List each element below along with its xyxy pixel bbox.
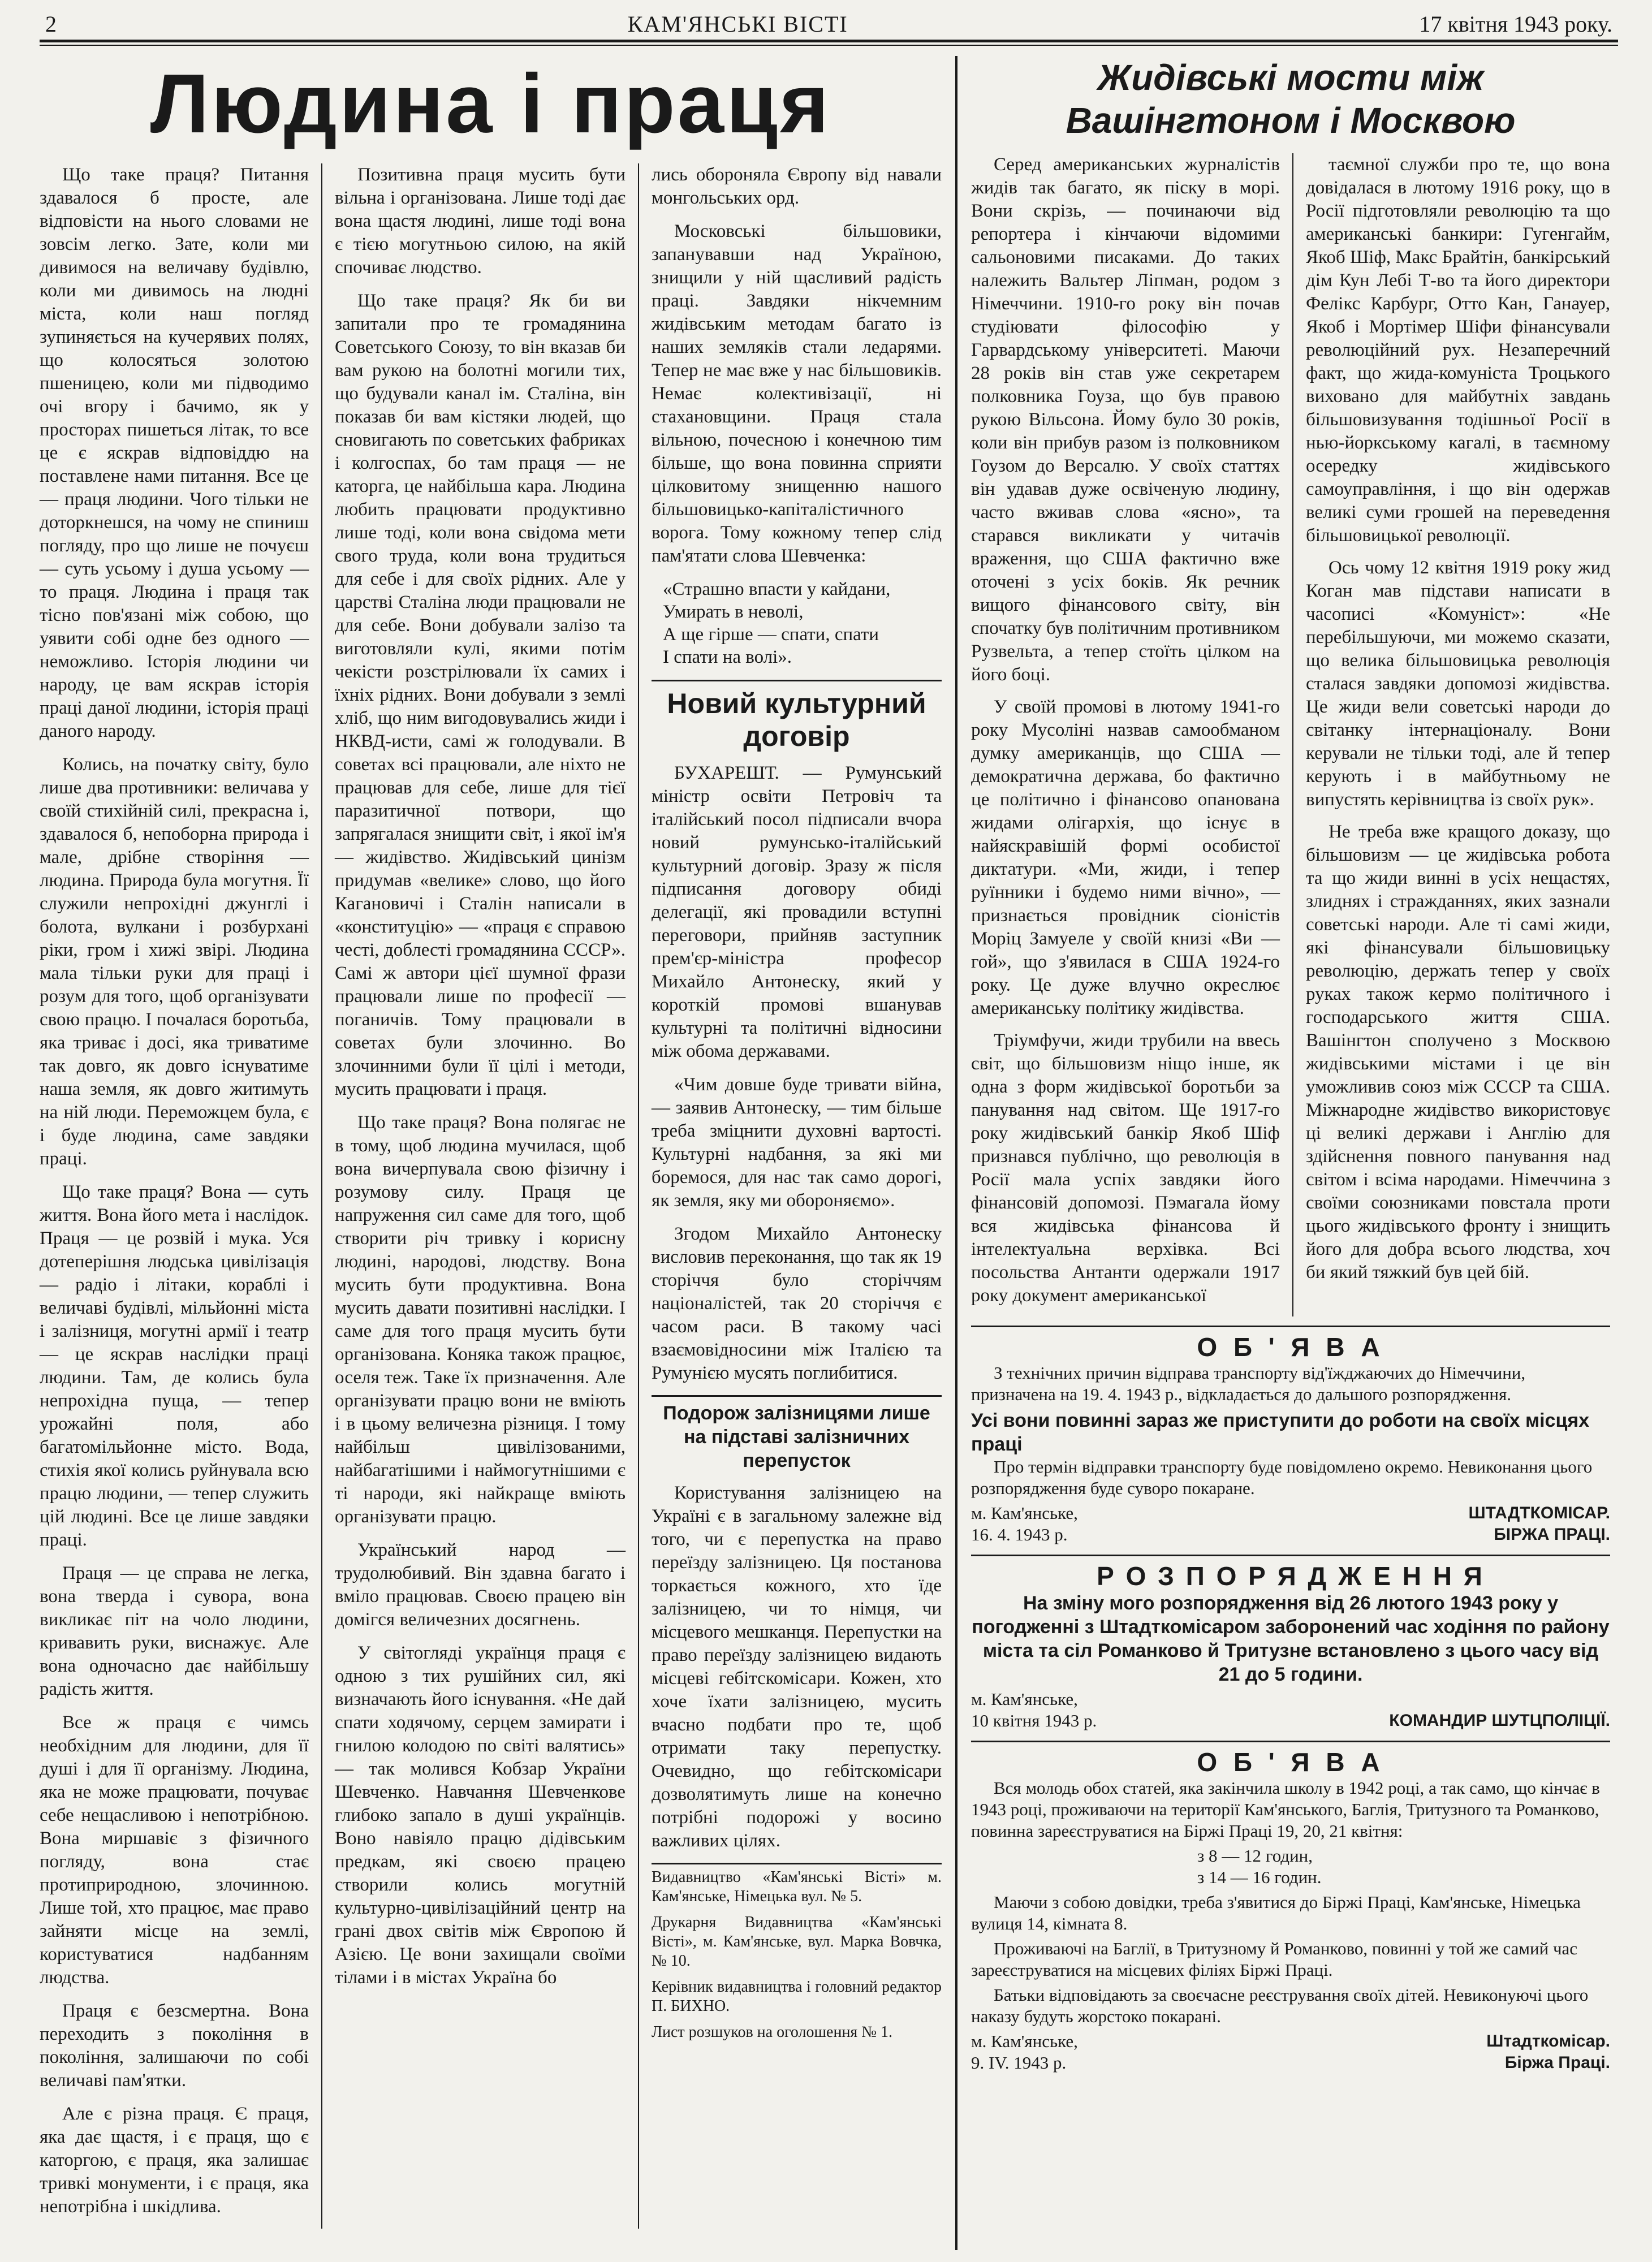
news1-title: Новий культурний договір [667, 688, 926, 752]
paper-name: КАМ'ЯНСЬКІ ВІСТІ [627, 11, 848, 37]
divider [652, 1395, 942, 1397]
paragraph: Але є різна праця. Є праця, яка дає щастя, і є праця, що є каторгою, є праця, яка залишає тривкі монументи, і є праця, яка непотрібна і шкідлива. [40, 2104, 309, 2217]
divider [971, 1326, 1610, 1327]
notice-bold-text: Усі вони повинні зараз же приступити до роботи на своїх місцях праці [971, 1410, 1590, 1455]
signer: Штадткомісар. [1486, 2032, 1610, 2051]
paragraph: Що таке праця? Питання здавалося б просте, але відповісти на нього словами не зовсім легко. Зате, коли ми дивимося на величаву будівлю, коли ми дивимось на людні міста, коли наш погляд зупиняється на кучерявих полях, що колосяться золотою пшеницею, коли ми підводимо очі вгору і бачимо, як у просторах пишеться літак, то все це є яскрав відповіддю на поставлене нами питання. Все це — праця людини. Чого тільки не доторкнешся, на чому не спиниш погляду, про що лише не почуєш — суть усьому і душа усьому — то праця. Людина і праця так тісно пов'язані між собою, що уявити собі одне без одного — неможливо. Історія людини чи народу, це вам яскрав історія праці даної людини, історія праці даного народу. [40, 165, 309, 741]
notice-bold-text: На зміну мого розпорядження від 26 лютого 1943 року у погодженні з Штадткомісаром заборонений час ходіння по району міста та сіл Романково й Тритузне встановлено з цього часу від 21 до 5 години. [972, 1592, 1610, 1685]
masthead [40, 7, 1618, 42]
right-article-col2 [1293, 153, 1610, 1316]
main-article-title: Людина і праця [150, 57, 831, 150]
issue-date: 17 квітня 1943 року. [1419, 11, 1612, 37]
right-section [971, 56, 1610, 2250]
divider [652, 680, 942, 681]
news2-title: Подорож залізницями лише на підставі залізничних перепусток [663, 1402, 930, 1471]
signer: Біржа Праці. [1504, 2053, 1610, 2072]
notice-place-date [971, 2031, 1078, 2074]
paragraph: лись обороняла Європу від навали монгольських орд. [652, 165, 942, 208]
notice-signature [971, 1689, 1610, 1732]
imprint-printer: Друкарня Видавництва «Кам'янські Вісті», м. Кам'янське, вул. Марка Вовчка, № 10. [652, 1914, 942, 1970]
notice-signature [971, 1503, 1610, 1546]
paragraph: «Чим довше буде тривати війна, — заявив Антонеску, — тим більше треба зміцнити духовні вартості. Культурні надбання, за які ми боремося, для нас так само дорогі, як земля, яку ми обороняємо». [652, 1074, 942, 1211]
notice-place: м. Кам'янське, [971, 1503, 1078, 1523]
notice-signers [1486, 2031, 1610, 2074]
right-article-title: Жидівські мости між Вашінгтоном і Москвою [1066, 57, 1516, 141]
notice-date: 9. IV. 1943 р. [971, 2053, 1067, 2073]
notice-text: Батьки відповідають за своєчасне реєстрування своїх дітей. Невиконуючі цього наказу будуть жорстоко покарані. [971, 1985, 1589, 2026]
notice-date: 16. 4. 1943 р. [971, 1525, 1068, 1544]
left-section [40, 56, 942, 2250]
notice-text: Проживаючі на Баглії, в Тритузному й Романково, повинні у той же самий час зареєструватися на місцевих філіях Біржі Праці. [971, 1939, 1578, 1980]
paragraph: Що таке праця? Вона — суть життя. Вона його мета і наслідок. Праця — це розвій і мука. Уся дотеперішня людська цивілізація — радіо і літаки, кораблі і величаві будівлі, мільйонні міста і залізниця, могутні армії і театр — це яскрав наслідки праці людини. Там, де колись була непрохідна пуща, — тепер урожайні поля, або багатомільйонне місто. Вода, стихія якої колись руйнувала всю працю людини, — тепер служить цій людині. Все це лише завдяки праці. [40, 1182, 309, 1550]
signer: КОМАНДИР ШУТЦПОЛІЦІЇ. [1389, 1711, 1610, 1730]
notice-youth-registration [971, 1747, 1610, 2074]
main-article-col3 [639, 163, 942, 2229]
notice-text: Про термін відправки транспорту буде повідомлено окремо. Невиконання цього розпорядження буде суворо покаране. [971, 1457, 1593, 1498]
paragraph: Український народ — трудолюбивий. Він здавна багато і вміло працював. Своєю працею він домігся величезних досягнень. [335, 1540, 626, 1630]
divider [971, 1741, 1610, 1742]
imprint-publisher: Видавництво «Кам'янські Вісті» м. Кам'янське, Німецька вул. № 5. [652, 1868, 942, 1905]
poem-line: І спати на волі». [663, 647, 792, 667]
poem-line: Умирать в неволі, [663, 602, 804, 622]
paragraph: Все ж праця є чимсь необхідним для людини, для її душі і для її організму. Людина, яка не може працювати, почуває себе нещасливою і непотрібною. Вона миршавіє з фізичного погляду, вона стає протиприродною, злочинною. Лише той, хто працює, має право зайняти місце на землі, користуватися надбанням людства. [40, 1712, 309, 1988]
paragraph: Що таке праця? Вона полягає не в тому, щоб людина мучилася, щоб вона вичерпувала свою фізичну і розумову силу. Праця це напруження сил саме для того, щоб створити річ тривку і корисну людині, народові, людству. Вона мусить бути продуктивна. Вона мусить давати позитивні наслідки. І саме для того праця мусить бути організована. Коняка також працює, оселя теж. Таке їх призначення. Але організувати працю вони не вміють і в цьому величезна різниця. І тому найбільш цивілізованими, найбагатішими і наймогутнішими є ті народи, які найкраще вміють організувати працю. [335, 1112, 626, 1527]
notice-heading: О Б ' Я В А [1197, 1747, 1384, 1777]
notice-transport [971, 1332, 1610, 1546]
paragraph: Праця є безсмертна. Вона переходить з покоління в покоління, залишаючи по собі величаві пам'ятки. [40, 2001, 309, 2091]
paragraph: БУХАРЕШТ. — Румунський міністр освіти Петровіч та італійський посол підписали вчора новий румунсько-італійський культурний договір. Зразу ж після підписання договору обиді делегації, які провадили вступні переговори, прийняв заступник прем'єр-міністра професор Михайло Антонеску, який у короткій промові вшанував культурні та політичні відносини між обома державами. [652, 763, 942, 1061]
divider [971, 1555, 1610, 1556]
main-article-col1 [40, 163, 322, 2229]
imprint-list: Лист розшуков на оголошення № 1. [652, 2023, 893, 2041]
page-number: 2 [45, 11, 57, 37]
paragraph: Колись, на початку світу, було лише два противники: величава у своїй стихійній силі, прекрасна і, здавалося б, непоборна природа і мале, дрібне створіння — людина. Природа була могутня. Її служили непрохідні джунглі і болота, вулкани і розбурхані ріки, гром і хижі звірі. Людина мала тільки руки для праці і розум для того, щоб організувати свою працю. І почалася боротьба, яка триває і досі, яка триватиме так довго, як довго існуватиме наша земля, як довго житимуть на ній люди. Переможцем була, є і буде людина, саме завдяки праці. [40, 754, 309, 1169]
paragraph: таємної служби про те, що вона довідалася в лютому 1916 року, що в Росії підготовляли революцію та що американські банкири: Гугенгайм, Якоб Шіф, Макс Брайтін, банкірський дім Кун Лебі Т-во та його директори Фелікс Карбург, Отто Кан, Ганауер, Якоб і Мортімер Шіфи фінансували революційний рух. Незаперечний факт, що жида-комуніста Троцького виховано для майбутніх завдань більшовизування тодішньої Росії в нью-йоркському кагалі, в таємному осередку жидівського самоуправління, і що він одержав великі суми грошей на переведення більшовицької революції. [1306, 154, 1610, 546]
poem-line: «Страшно впасти у кайдани, [663, 579, 891, 599]
notice-text: Маючи з собою довідки, треба з'явитися до Біржі Праці, Кам'янське, Німецька вулиця 14, кімната 8. [971, 1892, 1581, 1933]
notice-place: м. Кам'янське, [971, 1689, 1078, 1709]
paragraph: Що таке праця? Як би ви запитали про те громадянина Советського Союзу, то він вказав би вам рукою на болотні могили тих, що будували канал ім. Сталіна, він показав би вам кістяки людей, що сновигають по советських фабриках і колгоспах, бо там праця — не каторга, це найбільша кара. Людина любить працювати продуктивно лише тоді, коли вона свідома мети свого труда, коли вона трудиться для себе і для своїх рідних. Але у царстві Сталіна люди працювали не для себе. Вони добували залізо та виготовляли кулі, якими потім чекісти розстрілювали їх самих і їхніх рідних. Вони добували з землі хліб, що ним вигодовувались жиди і НКВД-исти, самі ж голодували. В советах всі працювали, але ніхто не працював для себе, лише для тієї паразитичної потвори, що запрягалася знищити світ, і якої ім'я — жидівство. Жидівський цинізм придумав «велике» слово, що його Кагановичі і Сталін написали в «конституцію» — «праця є справою честі, доблесті громадянина СССР». Самі ж автори цієї шумної фрази працювали лише по професії — поганичів. Тому працювали в советах були злочинно. Во злочинними були її цілі і методи, мусить працювати і праця. [335, 291, 626, 1099]
notice-place-date [971, 1689, 1097, 1732]
paragraph: Згодом Михайло Антонеску висловив переконання, що так як 19 сторіччя було сторіччям націоналістей, так 20 сторіччя є часом раси. В такому часі взаємовідносини між Італією та Румунією мусять поглибитися. [652, 1224, 942, 1383]
notice-curfew [971, 1561, 1610, 1732]
poem-line: А ще гірше — спати, спати [663, 624, 879, 645]
paragraph: Праця — це справа не легка, вона тверда і сувора, вона викликає піт на чоло людини, кривавить руки, виснажує. Але вона одночасно дає найбільшу радість життя. [40, 1563, 309, 1699]
notice-date: 10 квітня 1943 р. [971, 1711, 1097, 1730]
masthead-rule [40, 45, 1618, 46]
paragraph: Не треба вже кращого доказу, що більшовизм — це жидівська робота та що жиди винні в усіх нещастях, злиднях і стражданнях, яких зазнали советські народи. Але ті самі жиди, які фінансували більшовицьку революцію, держать тепер у своїх руках також кермо політичного і господарського життя США. Вашінгтон сполучено з Москвою жидівськими містами і це він уможливив союз між СССР та США. Міжнародне жидівство використовує ці великі держави і Англію для здійснення повного панування над світом і всіма народами. Німеччина з своїми союзниками повстала проти цього жидівського фронту і знищить його для добра всього людства, хоч би який тяжкий був цей бій. [1306, 822, 1610, 1283]
notice-time: з 8 — 12 годин, [1197, 1846, 1313, 1866]
notice-heading: Р О З П О Р Я Д Ж Е Н Н Я [1097, 1561, 1485, 1591]
paragraph: У своїй промові в лютому 1941-го року Мусоліні назвав самообманом думку американців, що США — демократична держава, бо фактично це політично і фінансово опанована жидами олігархія, що існує в найяскравішій формі особистої диктатури. «Ми, жиди, і тепер руїнники і будемо ними вічно», — признається провідник сіоністів Моріц Замуеле у своїй книзі «Ви — гой», що з'явилася в США 1924-го року. Це дуже влучно окреслює американську політику жидівства. [971, 697, 1280, 1018]
paragraph: Користування залізницею на Україні є в загальному залежне від того, чи є перепустка на право переїзду залізницею. Ця постанова торкається кожного, хто їде залізницею, чи то німця, чи місцевого мешканця. Перепустки на право переїзду залізницею видають місцеві гебітскомісари. Кожен, хто хоче їхати залізницею, мусить вчасно подбати про те, щоб отримати таку перепустку. Очевидно, що гебітскомісари дозволятимуть лише на конечно потрібні подорожі у восино важливих цілях. [652, 1483, 942, 1851]
paragraph: У світогляді українця праця є одною з тих рушійних сил, які визначають його існування. «Не дай спати ходячому, серцем замирати і гнилою колодою по світі валятись» — так молився Кобзар України Шевченко. Навчання Шевченкове глибоко запало в душі українців. Воно навіяло працю дідівським предкам, які своєю працею створили колись могутній культурно-цивілізаційний центр на грані двох світів між Європою й Азією. Це вони захищали своїми тілами і в містах Україна бо [335, 1643, 626, 1988]
paragraph: Тріумфучи, жиди трубили на ввесь світ, що більшовизм ніщо інше, як одна з форм жидівської боротьби за панування над світом. Ще 1917-го року жидівський банкір Якоб Шіф признався публічно, що революція в Росії мала успіх завдяки його фінансовій допомозі. Пэмагала йому вся жидівська фінансова й інтелектуальна верхівка. Всі посольства Антанти одержали 1917 року документ американської [971, 1030, 1280, 1306]
divider [652, 1863, 942, 1864]
signer: ШТАДТКОМІСАР. [1468, 1504, 1610, 1522]
notice-signature [971, 2031, 1610, 2074]
notice-place: м. Кам'янське, [971, 2031, 1078, 2051]
paragraph: Позитивна праця мусить бути вільна і організована. Лише тоді дає вона щастя людині, лише тоді вона є тією могутньою силою, на якій спочиває людство. [335, 165, 626, 278]
shevchenko-quote [663, 578, 942, 668]
paragraph: Ось чому 12 квітня 1919 року жид Коган мав підстави написати в часописі «Комуніст»: «Не перебільшуючи, ми можемо сказати, що велика більшовицька революція сталася завдяки допомозі жидівства. Це жиди вели советські народи до світанку інтернаціоналу. Вони керували не тільки тоді, але й тепер керують і в майбутньому не випустять керівництва із своїх рук». [1306, 558, 1610, 810]
imprint-editor: Керівник видавництва і головний редактор П. БИХНО. [652, 1978, 942, 2015]
notice-place-date [971, 1503, 1078, 1546]
paragraph: Серед американських журналістів жидів так багато, як піску в морі. Вони скрізь, — починаючи від репортера і кінчаючи відомими сальоновими писаками. До таких належить Вальтер Ліпман, родом з Німеччини. 1910-го року він почав студіювати філософію у Гарвардському університеті. Маючи 28 років він став уже секретарем полковника Гоуза, що був правою рукою Вільсона. Йому було 30 років, коли він прибув разом із полковником Гоузом до Версалю. У своїх статтях він удавав дуже освіченую людину, часто вживав слова «ясно», та старався викликати у читачів враження, що США фактично вже оточені з усіх боків. Як речник вищого фінансового світу, він спочатку був політичним противником Рузвельта, а тепер стоїть цілком на його боці. [971, 154, 1280, 685]
notice-time: з 14 — 16 годин. [1197, 1867, 1322, 1887]
notice-heading: О Б ' Я В А [1197, 1332, 1384, 1362]
signer: БІРЖА ПРАЦІ. [1494, 1525, 1610, 1544]
notice-signers [1469, 1503, 1610, 1546]
section-divider [955, 56, 957, 2250]
paragraph: Московські більшовики, запанувавши над Україною, знищили у ній щасливий радість праці. Завдяки нікчемним жидівським методам багато із наших земляків стали ледарями. Тепер не має вже у нас більшовиків. Немає колективізації, ні стахановщини. Праця стала вільною, почесною і конечною тим більше, що вона повинна сприяти цілковитому знищенню нашого більшовицько-капіталістичного ворога. Тому кожному тепер слід пам'ятати слова Шевченка: [652, 221, 942, 566]
notice-text: З технічних причин відправа транспорту від'їжджаючих до Німеччини, призначена на 19. 4. 1943 р., відкладається до дальшого розпорядження. [971, 1363, 1526, 1404]
notice-text: Вся молодь обох статей, яка закінчила школу в 1942 році, а так само, що кінчає в 1943 році, проживаючи на території Кам'янського, Баглія, Тритузного та Романково, повинна зареєструватися на Біржі Праці 19, 20, 21 квітня: [971, 1778, 1600, 1841]
right-article-col1 [971, 153, 1293, 1316]
main-article-col2 [322, 163, 639, 2229]
